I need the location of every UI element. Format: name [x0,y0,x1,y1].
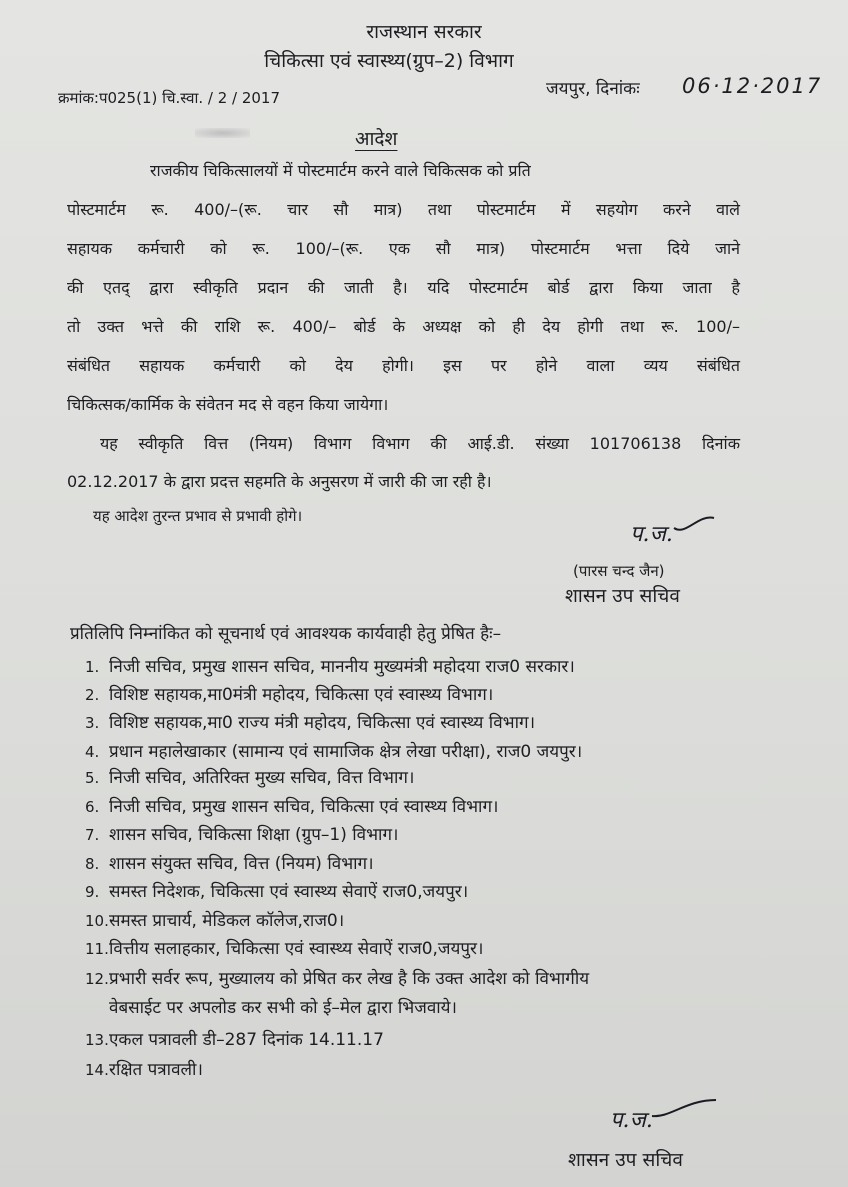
signatory-name: (पारस चन्द जैन) [573,562,665,580]
list-item: 6. निजी सचिव, प्रमुख शासन सचिव, चिकित्सा एवं स्वास्थ्य विभाग। [85,797,499,817]
para1-line: राजकीय चिकित्सालयों में पोस्टमार्टम करने वाले चिकित्सक को प्रति [150,161,531,180]
list-item: 4. प्रधान महालेखाकार (सामान्य एवं सामाजिक क्षेत्र लेखा परीक्षा), राज0 जयपुर। [85,742,583,762]
list-item: 9. समस्त निदेशक, चिकित्सा एवं स्वास्थ्य सेवाऐं राज0,जयपुर। [85,882,469,902]
department-heading: चिकित्सा एवं स्वास्थ्य(ग्रुप–2) विभाग [264,50,514,72]
para1-line: तो उक्त भत्ते की राशि रू. 400/– बोर्ड के अध्यक्ष को ही देय होगी तथा रू. 100/– [67,317,740,336]
signature-2-flourish [650,1094,718,1122]
list-item: 3. विशिष्ट सहायक,मा0 राज्य मंत्री महोदय, चिकित्सा एवं स्वास्थ्य विभाग। [85,713,536,733]
list-item: 14.रक्षित पत्रावली। [85,1060,203,1080]
para1-line: की एतद् द्वारा स्वीकृति प्रदान की जाती है। यदि पोस्टमार्टम बोर्ड द्वारा किया जाता है [67,278,740,297]
copy-to-heading: प्रतिलिपि निम्नांकित को सूचनार्थ एवं आवश्यक कार्यवाही हेतु प्रेषित हैः– [70,624,502,644]
signature-2: प.ज. [610,1108,653,1133]
signatory-designation: शासन उप सचिव [565,585,680,607]
place-date-label: जयपुर, दिनांकः [546,79,640,99]
signature: प.ज. [630,522,673,547]
handwritten-date: 06·12·2017 [682,74,823,98]
ink-smudge [195,128,250,138]
para2-line: 02.12.2017 के द्वारा प्रदत्त सहमति के अनुसरण में जारी की जा रही है। [67,472,492,491]
para2-line: यह स्वीकृति वित्त (नियम) विभाग विभाग की आई.डी. संख्या 101706138 दिनांक [100,434,740,453]
government-heading: राजस्थान सरकार [366,21,482,43]
order-title: आदेश [355,128,398,150]
signature-flourish [672,510,716,536]
para1-line: पोस्टमार्टम रू. 400/–(रू. चार सौ मात्र) तथा पोस्टमार्टम में सहयोग करने वाले [67,200,740,219]
list-item: 11.वित्तीय सलाहकार, चिकित्सा एवं स्वास्थ्य सेवाऐं राज0,जयपुर। [85,939,484,959]
para1-line: चिकित्सक/कार्मिक के संवेतन मद से वहन किया जायेगा। [67,395,389,414]
list-item-continuation: वेबसाईट पर अपलोड कर सभी को ई–मेल द्वारा भिजवाये। [109,998,457,1018]
list-item: 2. विशिष्ट सहायक,मा0मंत्री महोदय, चिकित्सा एवं स्वास्थ्य विभाग। [85,685,494,705]
reference-number: क्रमांक:प025(1) चि.स्वा. / 2 / 2017 [58,89,281,107]
list-item: 5. निजी सचिव, अतिरिक्त मुख्य सचिव, वित्त विभाग। [85,768,415,788]
list-item: 7. शासन सचिव, चिकित्सा शिक्षा (ग्रुप–1) विभाग। [85,825,399,845]
list-item: 8. शासन संयुक्त सचिव, वित्त (नियम) विभाग। [85,854,374,874]
list-item: 1. निजी सचिव, प्रमुख शासन सचिव, माननीय मुख्यमंत्री महोदया राज0 सरकार। [85,657,575,677]
para1-line: संबंधित सहायक कर्मचारी को देय होगी। इस पर होने वाला व्यय संबंधित [67,356,740,375]
list-item: 13.एकल पत्रावली डी–287 दिनांक 14.11.17 [85,1030,384,1050]
list-item: 10.समस्त प्राचार्य, मेडिकल कॉलेज,राज0। [85,911,345,931]
signatory-2-designation: शासन उप सचिव [568,1149,683,1171]
paragraph-3: यह आदेश तुरन्त प्रभाव से प्रभावी होगे। [93,507,303,525]
list-item: 12.प्रभारी सर्वर रूप, मुख्यालय को प्रेषित कर लेख है कि उक्त आदेश को विभागीय [85,969,590,989]
para1-line: सहायक कर्मचारी को रू. 100/–(रू. एक सौ मात्र) पोस्टमार्टम भत्ता दिये जाने [67,239,740,258]
